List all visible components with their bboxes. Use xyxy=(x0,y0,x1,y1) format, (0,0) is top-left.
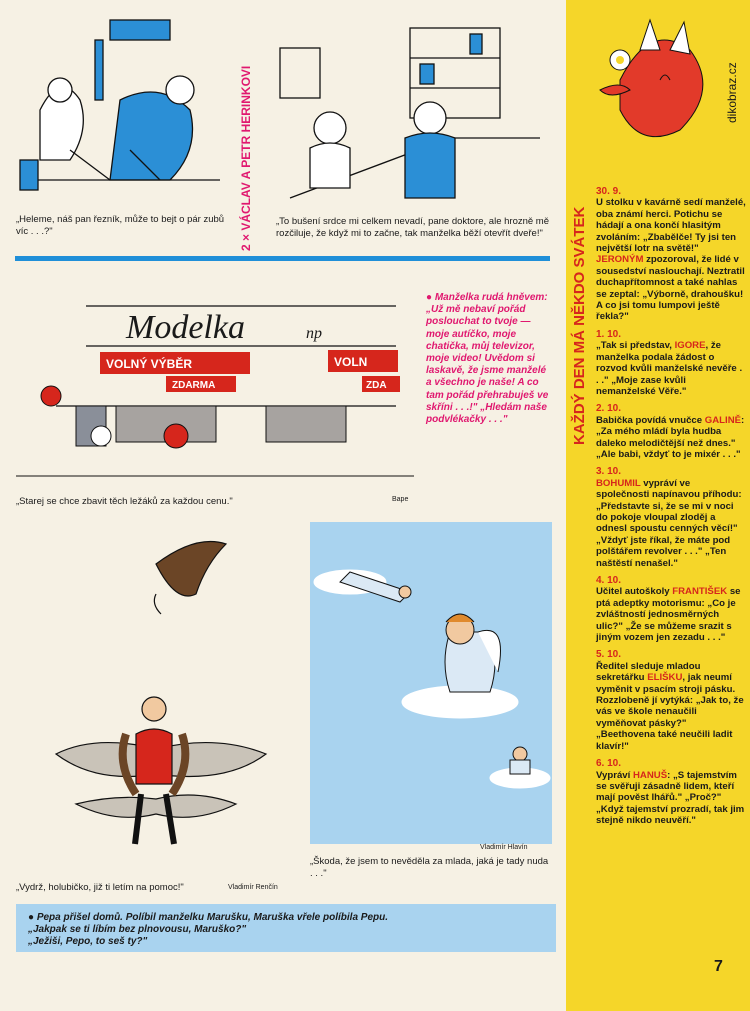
joke-bottom-box xyxy=(16,904,556,952)
cartoon-caption-doctor: „To bušení srdce mi celkem nevadí, pane doktore, ale hrozně mě rozčiluje, že když mi to začne, tak manželka běží otevřít dveře!" xyxy=(276,216,550,239)
page-number: 7 xyxy=(714,958,723,975)
entry-text-post: zpozoroval, že lidé v sousedství naslouchají. Neztratil duchapřítomnost a také nahlas se zeptal: „Výborně, drahoušku! A co jsi tomu lumpovi ještě řekla?" xyxy=(596,254,745,323)
entry-date: 2. 10. xyxy=(596,403,622,415)
entry-text-pre: Učitel autoškoly xyxy=(596,586,673,598)
entry-text-pre: U stolku v kavárně sedí manželé, oba známí herci. Potichu se hádají a ona končí hlasitým zvoláním: „Zbabělče! Ty jsi ten největší lotr na světě!" xyxy=(596,197,746,255)
entry-name: BOHUMIL xyxy=(596,477,641,489)
authors-vertical-label xyxy=(232,6,260,256)
entry-text-pre: Babička povídá vnučce xyxy=(596,414,705,426)
joke-bottom-line-2: „Jakpak se ti líbím bez plnovousu, Maruško?" xyxy=(28,924,247,935)
entry xyxy=(596,575,746,643)
joke-bottom-line-3: „Ježiši, Pepo, to seš ty?" xyxy=(28,936,148,947)
entry-date: 30. 9. xyxy=(596,186,622,197)
cartoon-caption-modelka: „Starej se chce zbavit těch ležáků za každou cenu." xyxy=(16,496,233,507)
entry xyxy=(596,403,746,460)
entry-text-post: , že manželka podala žádost o rozvod kvůli manželské nevěře . . ." „Moje zase kvůli nemanželské Věře." xyxy=(596,340,743,397)
entry xyxy=(596,466,746,569)
column-title-vertical xyxy=(566,160,590,450)
entry-text-post: : „Za mého mládí byla hudba daleko melodičtější než dnes." „Ale babi, vždyť to je mixér . . ." xyxy=(596,414,745,460)
entry-date: 3. 10. xyxy=(596,466,622,478)
svg-text:2 × VÁCLAV A PETR HERINKOVI: 2 × VÁCLAV A PETR HERINKOVI xyxy=(239,65,253,251)
svg-text:KAŽDÝ DEN MÁ NĚKDO SVÁTEK: KAŽDÝ DEN MÁ NĚKDO SVÁTEK xyxy=(571,206,588,445)
cartoon-caption-dentist: „Heleme, náš pan řezník, může to bejt o pár zubů víc . . .?" xyxy=(16,214,225,237)
entry-name: HANUŠ xyxy=(632,769,668,781)
mascot-illustration xyxy=(590,10,710,160)
entry-text-post: se ptá adeptky motorismu: „Co je zvláštností jednosměrných ulic?" „Že se můžeme srazit s jiným vozem jen zezadu . . ." xyxy=(596,586,741,644)
cartoon-caption-angel: „Škoda, že jsem to nevěděla za mlada, jaká je tady nuda . . ." xyxy=(310,856,549,879)
entry xyxy=(596,758,746,826)
cartoon-author-bape: Bape xyxy=(392,496,409,503)
entry-date: 4. 10. xyxy=(596,575,622,586)
cartoon-caption-birdman: „Vydrž, holubičko, již ti letím na pomoc!" xyxy=(16,882,184,893)
entry-date: 6. 10. xyxy=(596,758,622,770)
entry-date: 5. 10. xyxy=(596,649,622,661)
joke-pink: ● Manželka rudá hněvem: „Už mě nebaví pořád poslouchat to tvoje — moje autíčko, moje chatička, můj televizor, moje video! Uvědom si laskavě, že jsme manželé a všechno je naše! A co tam pořád přehrabuješ ve skříni . . .!" „Hledám naše podvlékačky . . ." xyxy=(426,292,549,426)
cartoon-author-rencin: Vladimír Renčín xyxy=(228,884,278,891)
birdman-cartoon xyxy=(16,524,300,874)
svg-text:np: np xyxy=(306,325,322,342)
site-watermark xyxy=(716,8,744,128)
entry-text-post: , jak neumí vyměnit v psacím stroji pásku. Rozzlobeně jí vytýká: „Jak to, že vás ve škole nenaučili vyměňovat pásky?" „Beethovena také neučili ladit klavír!" xyxy=(596,672,744,752)
entry-text-pre: Vypráví xyxy=(596,769,633,781)
entry-name: JERONÝM xyxy=(596,254,644,266)
dentist-cartoon xyxy=(10,10,230,210)
svg-text:Modelka: Modelka xyxy=(126,309,245,346)
entry-name: GALINĚ xyxy=(704,414,742,426)
entry-text-post: : „S tajemstvím se svěřuji zásadně lidem, kteří mají pověst lhářů." „Proč?" „Když tajemství prozradí, tak jim stejně nikdo neuvěří." xyxy=(596,769,745,827)
entry-date: 1. 10. xyxy=(596,328,622,340)
entry-text-pre: „Tak si představ, xyxy=(596,340,675,352)
entry xyxy=(596,329,746,397)
nameday-entries xyxy=(596,186,746,833)
entry xyxy=(596,649,746,752)
entry-name: ELIŠKU xyxy=(647,672,683,684)
svg-text:VOLN: VOLN xyxy=(334,355,368,369)
cartoon-author-hlavin: Vladimír Hlavín xyxy=(480,844,528,851)
modelka-store-cartoon xyxy=(16,286,414,486)
joke-bottom-line-1: ● Pepa přišel domů. Políbil manželku Marušku, Maruška vřele políbila Pepu. xyxy=(28,912,389,923)
entry xyxy=(596,186,746,323)
svg-text:dikobraz.cz: dikobraz.cz xyxy=(725,62,739,123)
angel-cartoon xyxy=(310,522,552,844)
entry-text-pre: Ředitel sleduje mladou sekretářku xyxy=(596,660,701,684)
doctor-cartoon xyxy=(270,8,550,208)
entry-name: FRANTIŠEK xyxy=(672,586,728,598)
svg-text:ZDA: ZDA xyxy=(366,380,387,391)
svg-text:VOLNÝ VÝBĚR: VOLNÝ VÝBĚR xyxy=(106,357,193,371)
entry-text-post: vypráví ve společnosti napínavou příhodu: „Představte si, že se mi v noci do pokoje vloupal zloděj a odnesl spoustu cenných věcí!" „Vždyť jste říkal, že máte pod polštářem revolver . . ." „Ten naštěstí nenašel." xyxy=(596,477,742,569)
section-divider xyxy=(15,256,550,261)
svg-text:ZDARMA: ZDARMA xyxy=(172,380,216,391)
entry-name: IGORE xyxy=(674,340,706,352)
